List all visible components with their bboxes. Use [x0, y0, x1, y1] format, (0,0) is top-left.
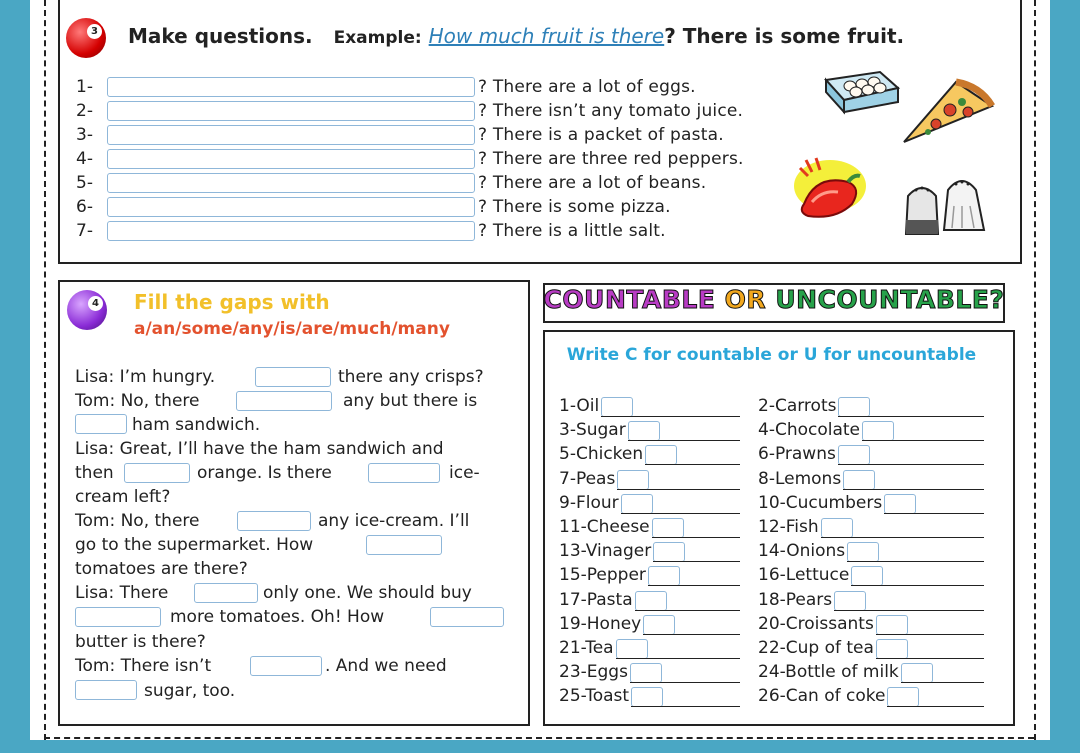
answer-underline	[653, 561, 740, 562]
answer-underline	[616, 658, 740, 659]
dialogue-line	[75, 632, 206, 656]
gap-input-1[interactable]	[255, 367, 331, 387]
dialogue-line	[170, 607, 384, 631]
countable-item-label: 9-Flour	[559, 492, 619, 513]
countable-answer-box[interactable]	[653, 542, 685, 562]
title-word: COUNTABLE	[543, 285, 716, 314]
answer-underline	[630, 682, 740, 683]
example-answer: ? There is some fruit.	[664, 24, 905, 48]
question-row	[76, 172, 796, 194]
dialogue-text: Lisa: Great, I’ll have the ham sandwich and	[75, 439, 444, 459]
countable-item-label: 24-Bottle of milk	[758, 662, 899, 683]
answer-underline	[652, 537, 740, 538]
countable-answer-box[interactable]	[851, 566, 883, 586]
answer-underline	[601, 416, 740, 417]
answer-underline	[628, 440, 740, 441]
countable-answer-box[interactable]	[601, 397, 633, 417]
question-input-6[interactable]	[107, 197, 475, 217]
dialogue-text: butter is there?	[75, 632, 206, 652]
gap-input-11[interactable]	[250, 656, 322, 676]
dialogue-text: Tom: There isn’t	[75, 656, 212, 676]
example-question: How much fruit is there	[428, 24, 665, 48]
answer-underline	[847, 561, 984, 562]
countable-answer-box[interactable]	[843, 470, 875, 490]
dialogue-line	[75, 511, 470, 535]
countable-answer-box[interactable]	[862, 421, 894, 441]
salt-shaker-icon	[902, 172, 988, 238]
countable-answer-box[interactable]	[876, 615, 908, 635]
countable-answer-box[interactable]	[628, 421, 660, 441]
answer-underline	[838, 416, 984, 417]
exercise-4-title: Fill the gaps with	[134, 290, 330, 314]
question-answer: ? There isn’t any tomato juice.	[478, 101, 744, 121]
dialogue-line	[75, 391, 478, 415]
countable-item-label: 18-Pears	[758, 589, 833, 610]
dialogue-text: tomatoes are there?	[75, 559, 248, 579]
countable-item-label: 1-Oil	[559, 396, 600, 416]
answer-underline	[635, 610, 740, 611]
dialogue-line	[75, 487, 170, 511]
answer-underline	[843, 489, 984, 490]
countable-answer-box[interactable]	[645, 445, 677, 465]
countable-title	[543, 285, 1005, 314]
countable-answer-box[interactable]	[876, 639, 908, 659]
gap-input-6[interactable]	[237, 511, 311, 531]
dialogue-text: ice-	[449, 463, 480, 483]
exercise-4-word-list: a/an/some/any/is/are/much/many	[134, 319, 450, 339]
gap-input-3[interactable]	[75, 414, 127, 434]
question-answer: ? There are a lot of beans.	[478, 173, 707, 193]
countable-answer-box[interactable]	[884, 494, 916, 514]
question-row	[76, 148, 796, 170]
dashed-border-right	[1034, 0, 1036, 740]
dashed-border-left	[44, 0, 46, 740]
answer-underline	[876, 634, 984, 635]
countable-answer-box[interactable]	[617, 470, 649, 490]
question-answer: ? There is a packet of pasta.	[478, 125, 724, 145]
dialogue-line	[132, 415, 260, 439]
gap-input-9[interactable]	[75, 607, 161, 627]
countable-answer-box[interactable]	[901, 663, 933, 683]
countable-item-label: 26-Can of coke	[758, 686, 886, 707]
dialogue-line	[75, 583, 472, 607]
question-input-3[interactable]	[107, 125, 475, 145]
countable-answer-box[interactable]	[616, 639, 648, 659]
countable-item-label: 11-Cheese	[559, 517, 650, 537]
countable-item-label: 8-Lemons	[758, 468, 842, 489]
countable-item-label: 13-Vinager	[559, 541, 652, 562]
answer-underline	[645, 464, 740, 465]
countable-item-label: 2-Carrots	[758, 396, 837, 416]
example-label: Example:	[333, 28, 422, 48]
dialogue-text: any but there is	[343, 391, 478, 411]
dialogue-text: sugar, too.	[144, 681, 236, 701]
answer-underline	[648, 585, 740, 586]
gap-input-2[interactable]	[236, 391, 332, 411]
answer-underline	[887, 706, 984, 707]
exercise-3-heading: Make questions.	[128, 24, 313, 48]
countable-item-label: 6-Prawns	[758, 444, 836, 465]
dashed-border-bottom	[44, 737, 1034, 739]
countable-answer-box[interactable]	[648, 566, 680, 586]
gap-input-5[interactable]	[368, 463, 440, 483]
answer-underline	[876, 658, 984, 659]
dialogue-text: ham sandwich.	[132, 415, 261, 435]
question-answer: ? There is some pizza.	[478, 197, 671, 217]
dialogue-text: orange. Is there	[197, 463, 332, 483]
countable-item-label: 14-Onions	[758, 541, 846, 562]
dialogue-text: cream left?	[75, 487, 171, 507]
question-input-4[interactable]	[107, 149, 475, 169]
gap-input-12[interactable]	[75, 680, 137, 700]
gap-input-8[interactable]	[194, 583, 258, 603]
question-number: 6-	[76, 197, 93, 217]
countable-item-label: 10-Cucumbers	[758, 492, 883, 513]
countable-item-label: 12-Fish	[758, 517, 819, 537]
question-row	[76, 124, 796, 146]
exercise-3-title	[128, 24, 904, 48]
pizza-slice-icon	[900, 76, 996, 148]
dialogue-text: any ice-cream. I’ll	[318, 511, 470, 531]
question-input-5[interactable]	[107, 173, 475, 193]
countable-answer-box[interactable]	[887, 687, 919, 707]
question-number: 4-	[76, 149, 93, 169]
gap-input-10[interactable]	[430, 607, 504, 627]
dialogue-text: go to the supermarket. How	[75, 535, 314, 555]
title-word: UNCOUNTABLE?	[775, 285, 1005, 314]
dialogue-text: there any crisps?	[338, 367, 484, 387]
exercise-4-number: 4	[88, 296, 103, 311]
answer-underline	[821, 537, 984, 538]
dialogue-line	[75, 463, 480, 487]
countable-answer-box[interactable]	[838, 397, 870, 417]
countable-item-label: 4-Chocolate	[758, 420, 861, 441]
answer-underline	[851, 585, 984, 586]
countable-answer-box[interactable]	[821, 518, 853, 538]
question-input-1[interactable]	[107, 77, 475, 97]
countable-answer-box[interactable]	[847, 542, 879, 562]
title-word: OR	[724, 285, 767, 314]
countable-item-label: 20-Croissants	[758, 613, 874, 634]
dialogue-line	[75, 535, 313, 559]
question-row	[76, 196, 796, 218]
countable-item-label: 19-Honey	[559, 613, 642, 634]
egg-carton-icon	[822, 66, 902, 116]
dialogue-text: Tom: No, there	[75, 511, 200, 531]
question-row	[76, 220, 796, 242]
countable-item-label: 3-Sugar	[559, 420, 626, 441]
countable-item-label: 5-Chicken	[559, 444, 644, 465]
countable-answer-box[interactable]	[631, 687, 663, 707]
question-answer: ? There are three red peppers.	[478, 149, 744, 169]
question-row	[76, 100, 796, 122]
countable-item-label: 15-Pepper	[559, 565, 646, 586]
question-input-7[interactable]	[107, 221, 475, 241]
answer-underline	[631, 706, 740, 707]
gap-input-7[interactable]	[366, 535, 442, 555]
countable-instructions: Write C for countable or U for uncountable	[566, 345, 977, 365]
countable-item-label: 21-Tea	[559, 638, 614, 658]
answer-underline	[884, 513, 984, 514]
question-number: 7-	[76, 221, 93, 241]
answer-underline	[834, 610, 984, 611]
exercise-3-number: 3	[87, 24, 102, 39]
countable-answer-box[interactable]	[621, 494, 653, 514]
answer-underline	[621, 513, 740, 514]
dialogue-text: Lisa: There	[75, 583, 169, 603]
question-number: 1-	[76, 77, 93, 97]
dialogue-text: only one. We should buy	[263, 583, 472, 603]
question-row	[76, 76, 796, 98]
dialogue-line	[75, 559, 248, 583]
dialogue-text: then	[75, 463, 114, 483]
countable-answer-box[interactable]	[635, 591, 667, 611]
answer-underline	[838, 464, 984, 465]
answer-underline	[617, 489, 740, 490]
countable-answer-box[interactable]	[838, 445, 870, 465]
dialogue-text: more tomatoes. Oh! How	[170, 607, 385, 627]
answer-underline	[862, 440, 984, 441]
countable-item-label: 25-Toast	[559, 686, 630, 707]
number-ball-3-icon	[66, 18, 106, 58]
question-answer: ? There are a lot of eggs.	[478, 77, 696, 97]
countable-item-label: 16-Lettuce	[758, 565, 850, 586]
countable-item-label: 7-Peas	[559, 468, 616, 489]
countable-answer-box[interactable]	[652, 518, 684, 538]
question-number: 5-	[76, 173, 93, 193]
dialogue-line	[75, 367, 484, 391]
red-pepper-icon	[792, 154, 868, 228]
question-number: 3-	[76, 125, 93, 145]
question-answer: ? There is a little salt.	[478, 221, 666, 241]
dialogue-line	[75, 439, 444, 463]
question-number: 2-	[76, 101, 93, 121]
dialogue-text: Tom: No, there	[75, 391, 200, 411]
dialogue-text: Lisa: I’m hungry.	[75, 367, 216, 387]
countable-item-label: 23-Eggs	[559, 662, 628, 683]
dialogue-text: . And we need	[325, 656, 447, 676]
answer-underline	[901, 682, 984, 683]
countable-answer-box[interactable]	[643, 615, 675, 635]
gap-input-4[interactable]	[124, 463, 190, 483]
number-ball-4-icon	[67, 290, 107, 330]
dialogue-line	[75, 656, 447, 680]
countable-item-label: 22-Cup of tea	[758, 638, 874, 658]
dialogue-line	[144, 681, 235, 705]
countable-answer-box[interactable]	[834, 591, 866, 611]
question-input-2[interactable]	[107, 101, 475, 121]
countable-answer-box[interactable]	[630, 663, 662, 683]
countable-item-label: 17-Pasta	[559, 589, 633, 610]
answer-underline	[643, 634, 740, 635]
